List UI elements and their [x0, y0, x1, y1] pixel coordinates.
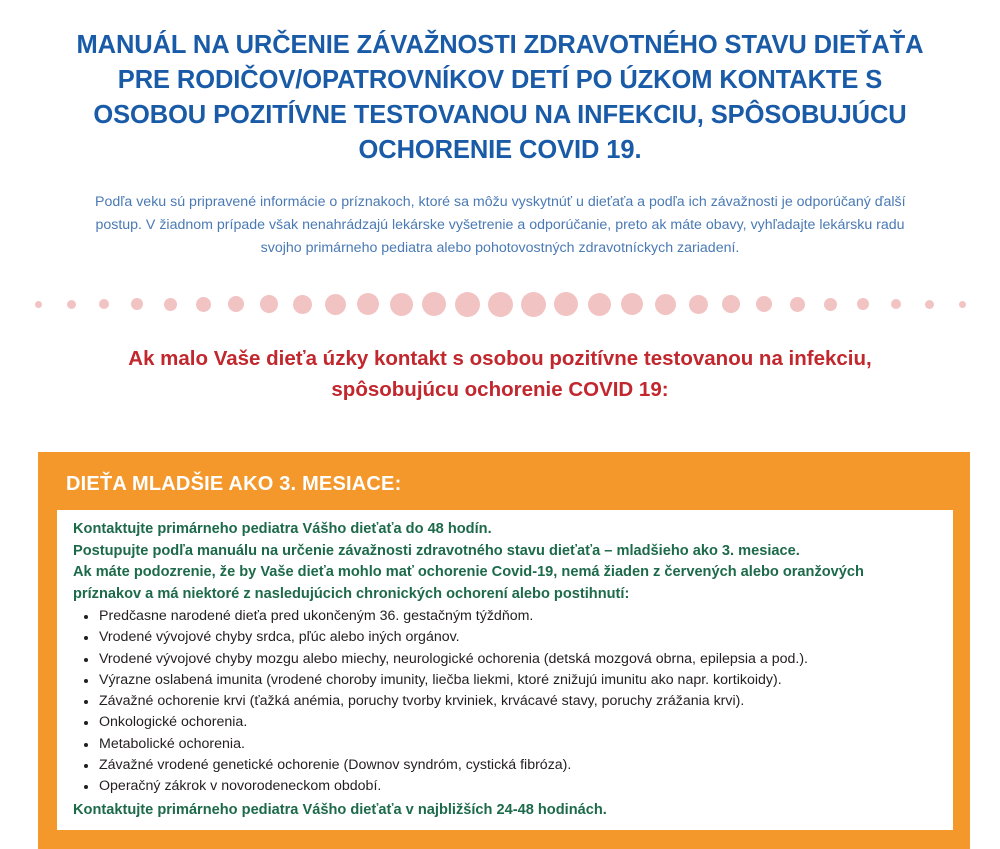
- divider-dot-slot: [583, 293, 616, 316]
- divider-dot-slot: [319, 294, 352, 315]
- divider-dot-slot: [616, 293, 649, 315]
- divider-dot-slot: [55, 300, 88, 309]
- intro-line-2: postup. V žiadnom prípade však nenahrádzajú lekárske vyšetrenie a odporúčanie, preto ak máte obavy, vyhľadajte lekársku radu: [95, 217, 905, 233]
- divider-dot-slot: [946, 301, 979, 308]
- divider-dot-slot: [121, 298, 154, 310]
- divider-dot: [325, 294, 346, 315]
- section-header: DIEŤA MLADŠIE AKO 3. MESIACE:: [66, 473, 402, 495]
- divider-dot: [588, 293, 611, 316]
- divider-dot: [554, 292, 578, 316]
- section-intro-line-4: príznakov a má niektoré z nasledujúcich chronických ochorení alebo postihnutí:: [73, 585, 630, 602]
- condition-list-item: Závažné ochorenie krvi (ťažká anémia, poruchy tvorby krviniek, krvácavé stavy, poruchy zrážania krvi).: [73, 691, 937, 712]
- divider-dot-slot: [847, 298, 880, 310]
- divider-dot-slot: [451, 292, 484, 317]
- condition-list-item: Výrazne oslabená imunita (vrodené choroby imunity, liečba liekmi, ktoré znižujú imunitu ako napr. kortikoidy).: [73, 670, 937, 691]
- divider-dot-slot: [187, 297, 220, 312]
- section-intro-line-2: Postupujte podľa manuálu na určenie závažnosti zdravotného stavu dieťaťa – mladšieho ako 3. mesiace.: [73, 542, 800, 559]
- divider-dot: [131, 298, 143, 310]
- divider-dot: [655, 294, 676, 315]
- divider-dot: [293, 295, 312, 314]
- intro-line-1: Podľa veku sú pripravené informácie o príznakoch, ktoré sa môžu vyskytnúť u dieťaťa a podľa ich závažnosti je odporúčaný ďalší: [95, 194, 906, 210]
- divider-dot: [35, 301, 42, 308]
- title-line-3: OSOBOU POZITÍVNE TESTOVANOU NA INFEKCIU, SPÔSOBUJÚCU: [93, 101, 907, 129]
- condition-list-item: Vrodené vývojové chyby srdca, pľúc alebo iných orgánov.: [73, 627, 937, 648]
- divider-dot: [689, 295, 708, 314]
- red-heading-line-2: spôsobujúcu ochorenie COVID 19:: [331, 378, 669, 401]
- divider-dot-slot: [22, 301, 55, 308]
- decorative-dot-divider: [0, 287, 1000, 321]
- title-line-1: MANUÁL NA URČENIE ZÁVAŽNOSTI ZDRAVOTNÉHO STAVU DIEŤAŤA: [76, 31, 924, 59]
- divider-dot: [959, 301, 966, 308]
- divider-dot: [756, 296, 772, 312]
- divider-dot-slot: [649, 294, 682, 315]
- section-content-panel: [57, 510, 953, 830]
- divider-dot-slot: [154, 298, 187, 311]
- divider-dot-slot: [517, 292, 550, 317]
- divider-dot: [164, 298, 177, 311]
- divider-dot-slot: [418, 292, 451, 316]
- divider-dot: [422, 292, 446, 316]
- divider-dot-slot: [781, 297, 814, 312]
- divider-dot: [857, 298, 869, 310]
- page-title: [0, 0, 1000, 168]
- divider-dot: [790, 297, 805, 312]
- divider-dot-slot: [814, 298, 847, 311]
- divider-dot: [521, 292, 546, 317]
- divider-dot: [196, 297, 211, 312]
- divider-dot: [357, 293, 379, 315]
- divider-dot-slot: [715, 295, 748, 313]
- divider-dot-slot: [385, 293, 418, 316]
- section-intro-line-1: Kontaktujte primárneho pediatra Vášho dieťaťa do 48 hodín.: [73, 521, 492, 537]
- divider-dot: [390, 293, 413, 316]
- divider-dot-slot: [253, 295, 286, 313]
- divider-dot-slot: [748, 296, 781, 312]
- divider-dot-slot: [484, 292, 517, 317]
- red-heading-line-1: Ak malo Vaše dieťa úzky kontakt s osobou pozitívne testovanou na infekciu,: [128, 347, 872, 370]
- condition-list-item: Operačný zákrok v novorodeneckom období.: [73, 776, 937, 797]
- divider-dot-slot: [682, 295, 715, 314]
- divider-dot-slot: [550, 292, 583, 316]
- condition-list-item: Onkologické ochorenia.: [73, 712, 937, 733]
- divider-dot: [722, 295, 740, 313]
- intro-line-3: svojho primárneho pediatra alebo pohotovostných zdravotníckych zariadení.: [260, 240, 740, 256]
- divider-dot: [488, 292, 513, 317]
- divider-dot: [67, 300, 76, 309]
- section-intro-line-3: Ak máte podozrenie, že by Vaše dieťa mohlo mať ochorenie Covid-19, nemá žiaden z červených alebo oranžových: [73, 564, 864, 580]
- red-heading: [0, 343, 1000, 405]
- section-panel-infant: [38, 452, 970, 849]
- divider-dot: [621, 293, 643, 315]
- section-closing-line: Kontaktujte primárneho pediatra Vášho dieťaťa v najbližších 24-48 hodinách.: [73, 801, 607, 818]
- divider-dot-slot: [352, 293, 385, 315]
- divider-dot: [228, 296, 244, 312]
- condition-list: [73, 606, 937, 798]
- divider-dot: [891, 299, 901, 309]
- divider-dot-slot: [88, 299, 121, 309]
- title-line-4: OCHORENIE COVID 19.: [358, 136, 642, 164]
- condition-list-item: Závažné vrodené genetické ochorenie (Downov syndróm, cystická fibróza).: [73, 755, 937, 776]
- divider-dot-slot: [880, 299, 913, 309]
- divider-dot: [455, 292, 480, 317]
- title-line-2: PRE RODIČOV/OPATROVNÍKOV DETÍ PO ÚZKOM KONTAKTE S: [117, 66, 883, 94]
- divider-dot-slot: [220, 296, 253, 312]
- condition-list-item: Metabolické ochorenia.: [73, 734, 937, 755]
- condition-list-item: Predčasne narodené dieťa pred ukončeným 36. gestačným týždňom.: [73, 606, 937, 627]
- divider-dot: [260, 295, 278, 313]
- divider-dot-slot: [286, 295, 319, 314]
- divider-dot: [99, 299, 109, 309]
- condition-list-item: Vrodené vývojové chyby mozgu alebo miechy, neurologické ochorenia (detská mozgová obrna, epilepsia a pod.).: [73, 649, 937, 670]
- divider-dot: [925, 300, 934, 309]
- intro-paragraph: [0, 191, 1000, 260]
- divider-dot: [824, 298, 837, 311]
- divider-dot-slot: [913, 300, 946, 309]
